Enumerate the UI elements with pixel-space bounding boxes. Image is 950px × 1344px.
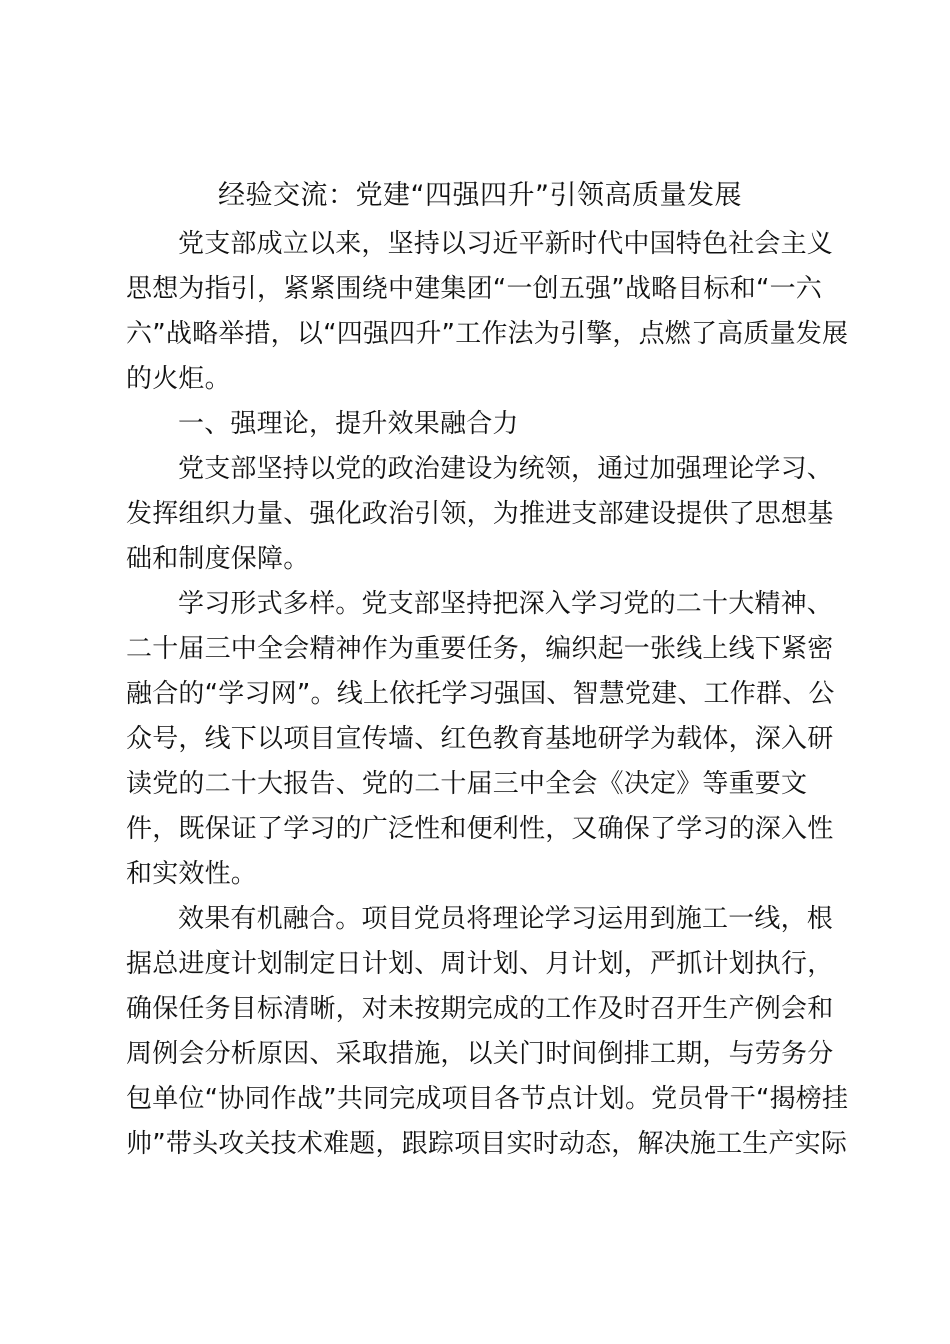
paragraph-line: 效果有机融合。项目党员将理论学习运用到施工一线，根 bbox=[178, 904, 834, 934]
paragraph-line: 件，既保证了学习的广泛性和便利性，又确保了学习的深入性 bbox=[126, 814, 834, 844]
paragraph-line: 包单位“协同作战”共同完成项目各节点计划。党员骨干“揭榜挂 bbox=[126, 1084, 849, 1114]
paragraph-line: 帅”带头攻关技术难题，跟踪项目实时动态，解决施工生产实际 bbox=[126, 1129, 848, 1159]
section-heading: 一、强理论，提升效果融合力 bbox=[178, 409, 519, 439]
paragraph-line: 周例会分析原因、采取措施，以关门时间倒排工期，与劳务分 bbox=[126, 1039, 834, 1069]
paragraph-line: 和实效性。 bbox=[126, 859, 258, 889]
paragraph-line: 众号，线下以项目宣传墙、红色教育基地研学为载体，深入研 bbox=[126, 724, 834, 754]
paragraph-line: 思想为指引，紧紧围绕中建集团“一创五强”战略目标和“一六 bbox=[126, 274, 823, 304]
paragraph-line: 读党的二十大报告、党的二十届三中全会《决定》等重要文 bbox=[126, 769, 808, 799]
paragraph-line: 的火炬。 bbox=[126, 364, 231, 394]
paragraph-line: 六”战略举措，以“四强四升”工作法为引擎，点燃了高质量发展 bbox=[126, 319, 849, 349]
paragraph-line: 党支部坚持以党的政治建设为统领，通过加强理论学习、 bbox=[178, 454, 834, 484]
paragraph-line: 据总进度计划制定日计划、周计划、月计划，严抓计划执行， bbox=[126, 949, 834, 979]
document-title: 经验交流：党建“四强四升”引领高质量发展 bbox=[218, 180, 742, 211]
paragraph-line: 础和制度保障。 bbox=[126, 544, 310, 574]
paragraph-line: 融合的“学习网”。线上依托学习强国、智慧党建、工作群、公 bbox=[126, 679, 835, 709]
paragraph-line: 发挥组织力量、强化政治引领，为推进支部建设提供了思想基 bbox=[126, 499, 834, 529]
paragraph-line: 党支部成立以来，坚持以习近平新时代中国特色社会主义 bbox=[178, 229, 834, 259]
paragraph-line: 确保任务目标清晰，对未按期完成的工作及时召开生产例会和 bbox=[126, 994, 834, 1024]
paragraph-line: 二十届三中全会精神作为重要任务，编织起一张线上线下紧密 bbox=[126, 634, 834, 664]
paragraph-line: 学习形式多样。党支部坚持把深入学习党的二十大精神、 bbox=[178, 589, 834, 619]
